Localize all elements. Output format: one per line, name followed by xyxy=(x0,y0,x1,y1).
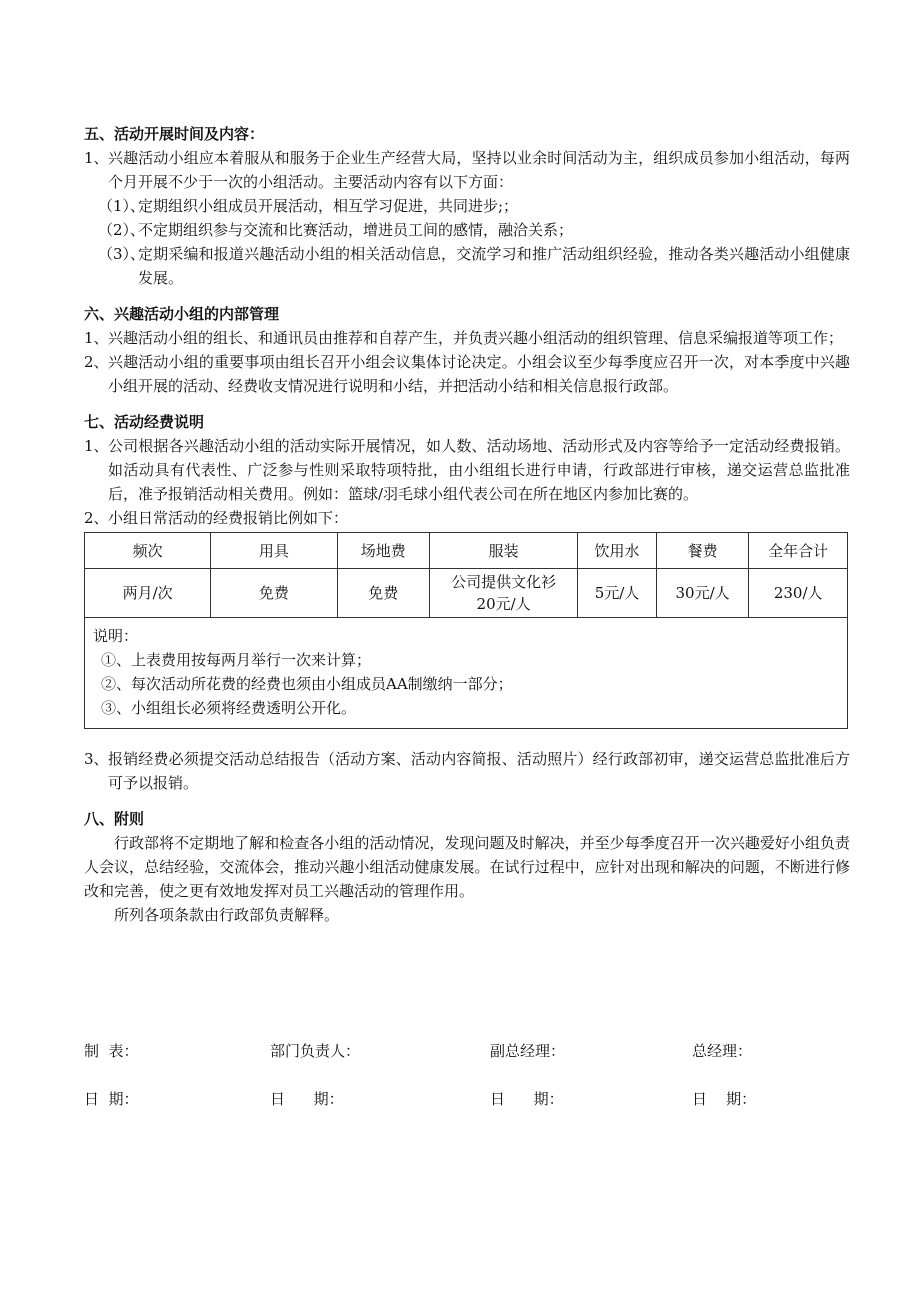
table-header-row xyxy=(85,533,848,569)
sub-item-number: （3）、 xyxy=(98,245,146,263)
item-number: 1、 xyxy=(84,329,109,347)
table-note xyxy=(85,618,848,729)
fee-table xyxy=(84,532,848,729)
signature-gm-label: 总经理： xyxy=(692,1042,753,1060)
list-item xyxy=(84,747,850,795)
header-cell: 全年合计 xyxy=(749,533,848,569)
note-line: ①、上表费用按每两月举行一次来计算； xyxy=(101,651,372,669)
table-cell: 5元/人 xyxy=(578,569,657,618)
sub-item-text: 定期采编和报道兴趣活动小组的相关活动信息，交流学习和推广活动组织经验，推动各类兴趣活动小组健康发展。 xyxy=(138,245,850,287)
list-item xyxy=(84,350,850,398)
table-note-row xyxy=(85,618,848,729)
signature-date-label: 日 期： xyxy=(84,1090,139,1108)
section-8-title: 八、附则 xyxy=(84,810,145,828)
signature-vice-gm-label: 副总经理： xyxy=(490,1042,566,1060)
header-cell: 用具 xyxy=(211,533,337,569)
item-text: 兴趣活动小组应本着服从和服务于企业生产经营大局，坚持以业余时间活动为主，组织成员参加小组活动，每两个月开展不少于一次的小组活动。主要活动内容有以下方面： xyxy=(108,149,850,191)
item-number: 1、 xyxy=(84,149,109,167)
list-item xyxy=(84,506,850,530)
header-cell: 场地费 xyxy=(337,533,430,569)
header-cell: 餐费 xyxy=(656,533,749,569)
sub-item-text: 定期组织小组成员开展活动，相互学习促进，共同进步;； xyxy=(138,197,519,215)
sub-item-number: （2）、 xyxy=(98,221,146,239)
header-cell: 频次 xyxy=(85,533,211,569)
sub-item xyxy=(84,242,850,290)
list-item xyxy=(84,434,850,506)
sub-item xyxy=(84,218,850,242)
item-text: 报销经费必须提交活动总结报告（活动方案、活动内容简报、活动照片）经行政部初审，递交运营总监批准后方可予以报销。 xyxy=(108,750,850,792)
signature-dept-head-label: 部门负责人： xyxy=(270,1042,361,1060)
item-number: 2、 xyxy=(84,509,109,527)
signature-maker-label: 制 表： xyxy=(84,1042,139,1060)
table-cell: 免费 xyxy=(211,569,337,618)
list-item xyxy=(84,146,850,194)
header-cell: 饮用水 xyxy=(578,533,657,569)
item-number: 3、 xyxy=(84,750,109,768)
signature-date-label: 日 期： xyxy=(490,1090,564,1108)
item-number: 1、 xyxy=(84,437,109,455)
table-cell: 公司提供文化衫 20元/人 xyxy=(430,569,578,618)
table-row xyxy=(85,569,848,618)
note-title: 说明： xyxy=(93,627,139,645)
sub-item xyxy=(84,194,850,218)
section-7-title: 七、活动经费说明 xyxy=(84,413,205,431)
table-cell: 两月/次 xyxy=(85,569,211,618)
table-cell: 230/人 xyxy=(749,569,848,618)
document-body xyxy=(84,120,850,927)
note-line: ②、每次活动所花费的经费也须由小组成员AA制缴纳一部分； xyxy=(101,675,513,693)
section-6-title: 六、兴趣活动小组的内部管理 xyxy=(84,305,280,323)
section-5-title: 五、活动开展时间及内容： xyxy=(84,125,265,143)
item-text: 公司根据各兴趣活动小组的活动实际开展情况，如人数、活动场地、活动形式及内容等给予一定活动经费报销。如活动具有代表性、广泛参与性则采取特项特批，由小组组长进行申请，行政部进行审核，递交运营总监批准后，准予报销活动相关费用。例如：篮球/羽毛球小组代表公司在所在地区内参加比赛的。 xyxy=(108,437,850,503)
item-text: 兴趣活动小组的重要事项由组长召开小组会议集体讨论决定。小组会议至少每季度应召开一次，对本季度中兴趣小组开展的活动、经费收支情况进行说明和小结，并把活动小结和相关信息报行政部。 xyxy=(108,353,850,395)
item-text: 兴趣活动小组的组长、和通讯员由推荐和自荐产生，并负责兴趣小组活动的组织管理、信息采编报道等项工作； xyxy=(108,329,844,347)
item-text: 小组日常活动的经费报销比例如下： xyxy=(108,509,349,527)
paragraph: 行政部将不定期地了解和检查各小组的活动情况，发现问题及时解决，并至少每季度召开一次兴趣爱好小组负责人会议，总结经验，交流体会，推动兴趣小组活动健康发展。在试行过程中，应针对出现和解决的问题，不断进行修改和完善，使之更有效地发挥对员工兴趣活动的管理作用。 xyxy=(84,834,850,900)
sub-item-number: （1）、 xyxy=(98,197,146,215)
item-number: 2、 xyxy=(84,353,109,371)
list-item xyxy=(84,326,850,350)
signature-date-label: 日 期： xyxy=(270,1090,344,1108)
signature-date-label: 日 期： xyxy=(692,1090,757,1108)
note-line: ③、小组组长必须将经费透明公开化。 xyxy=(101,699,357,717)
header-cell: 服装 xyxy=(430,533,578,569)
table-cell: 免费 xyxy=(337,569,430,618)
table-cell: 30元/人 xyxy=(656,569,749,618)
paragraph: 所列各项条款由行政部负责解释。 xyxy=(114,906,340,924)
sub-item-text: 不定期组织参与交流和比赛活动，增进员工间的感情，融洽关系； xyxy=(138,221,574,239)
